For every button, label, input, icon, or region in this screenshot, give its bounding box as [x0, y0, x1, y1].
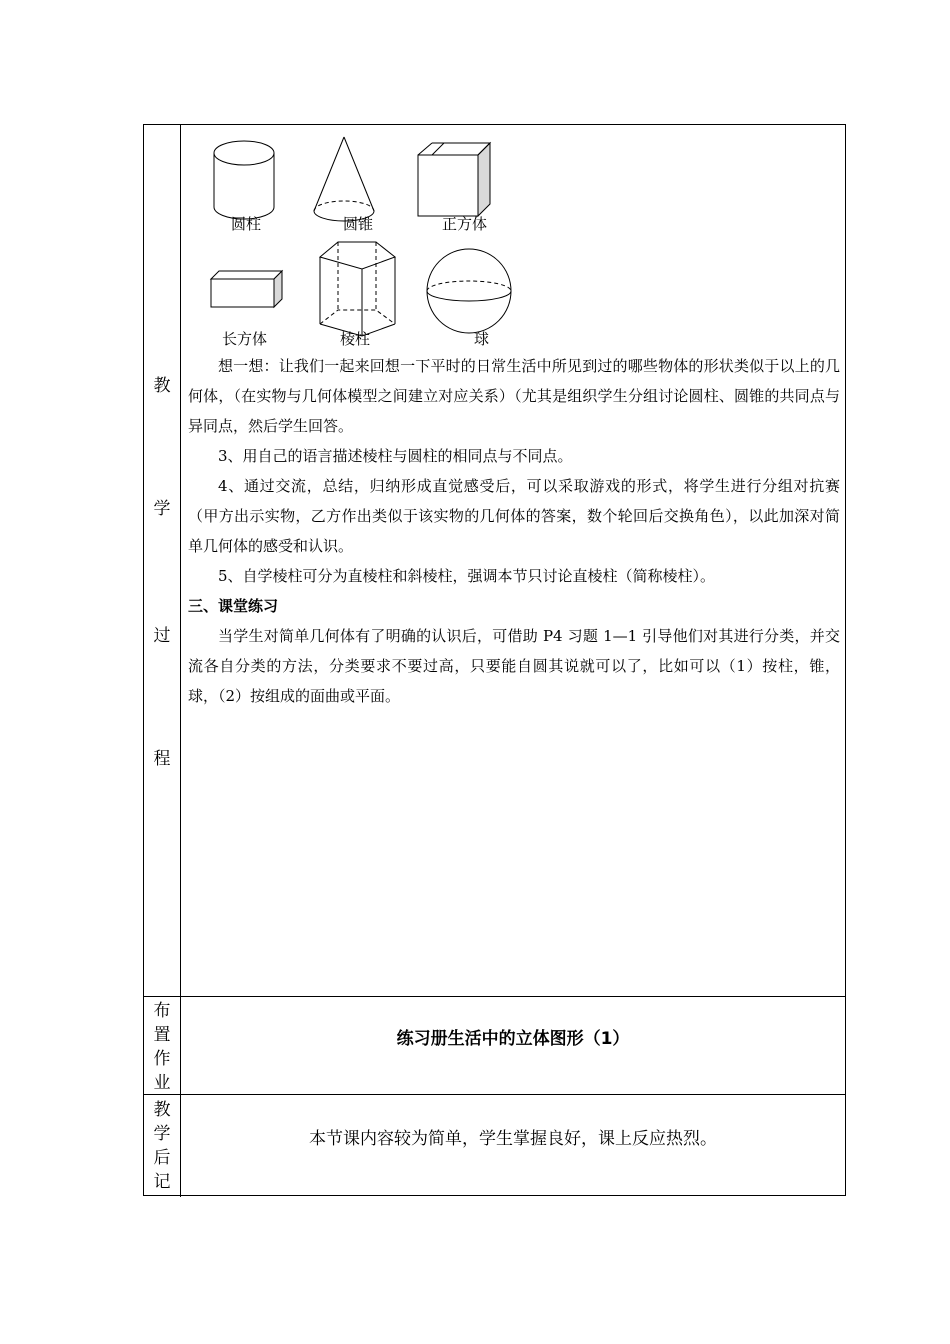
- label-process-4: 程: [153, 749, 171, 769]
- shape-label-prism: 棱柱: [340, 330, 371, 348]
- item-5: 5、自学棱柱可分为直棱柱和斜棱柱，强调本节只讨论直棱柱（简称棱柱）。: [218, 567, 716, 585]
- sphere-figure: [427, 249, 511, 333]
- homework-text: 练习册生活中的立体图形（1）: [396, 1029, 630, 1049]
- shape-label-cube: 正方体: [442, 215, 488, 233]
- think-paragraph: 想一想：让我们一起来回想一下平时的日常生活中所见到过的哪些物体的形状类似于以上的几何体，（在实物与几何体模型之间建立对应关系）（尤其是组织学生分组讨论圆柱、圆锥的共同点与异同点，然后学生回答。: [188, 357, 840, 435]
- shape-label-cuboid: 长方体: [222, 330, 268, 348]
- label-reflection-3: 后: [153, 1148, 171, 1168]
- label-homework-1: 布: [153, 1001, 171, 1021]
- row-divider-homework: [144, 996, 845, 997]
- row-divider-reflection: [144, 1094, 845, 1095]
- label-reflection-1: 教: [153, 1100, 171, 1120]
- reflection-text: 本节课内容较为简单，学生掌握良好，课上反应热烈。: [309, 1129, 717, 1149]
- cylinder-figure: [214, 141, 274, 219]
- cube-figure: [418, 143, 490, 216]
- label-reflection-4: 记: [153, 1172, 171, 1192]
- shape-label-cone: 圆锥: [343, 215, 374, 233]
- label-homework-4: 业: [153, 1073, 171, 1093]
- shape-label-sphere: 球: [474, 330, 490, 348]
- label-reflection-2: 学: [153, 1124, 171, 1144]
- label-homework-3: 作: [153, 1049, 171, 1069]
- solids-illustration: [144, 125, 844, 355]
- label-process-1: 教: [153, 376, 171, 396]
- lesson-text: [188, 351, 840, 711]
- shape-label-cylinder: 圆柱: [231, 215, 262, 233]
- cone-figure: [314, 137, 374, 221]
- item-4: 4、通过交流，总结，归纳形成直觉感受后，可以采取游戏的形式，将学生进行分组对抗赛（甲方出示实物，乙方作出类似于该实物的几何体的答案，数个轮回后交换角色），以此加深对简单几何体的感受和认识。: [188, 477, 840, 555]
- prism-figure: [320, 242, 395, 336]
- label-process-3: 过: [153, 626, 171, 646]
- cuboid-figure: [211, 271, 282, 307]
- label-process-2: 学: [153, 499, 171, 519]
- label-homework-2: 置: [153, 1025, 171, 1045]
- item-3: 3、用自己的语言描述棱柱与圆柱的相同点与不同点。: [218, 447, 573, 465]
- section-3-body: 当学生对简单几何体有了明确的认识后，可借助 P4 习题 1—1 引导他们对其进行分类，并交流各自分类的方法，分类要求不要过高，只要能自圆其说就可以了，比如可以（1）按柱，锥，球，（2）按组成的面曲或平面。: [188, 627, 840, 705]
- lesson-table: [143, 124, 846, 1196]
- section-3-title: 三、课堂练习: [188, 597, 279, 615]
